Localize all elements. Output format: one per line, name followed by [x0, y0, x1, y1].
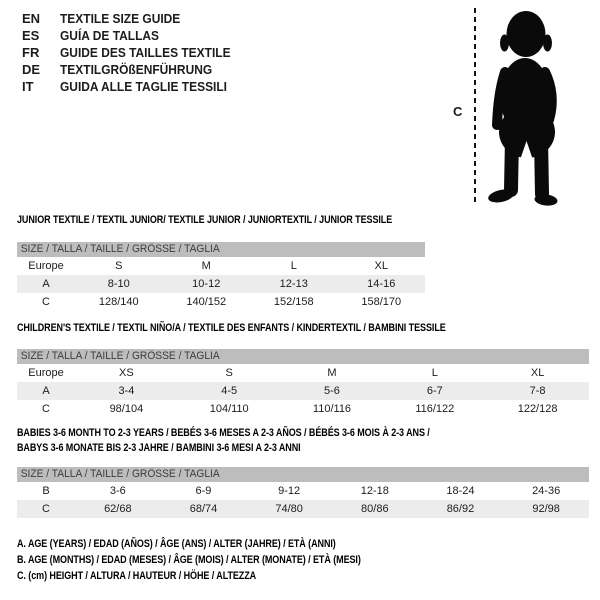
- table-row: [17, 400, 589, 418]
- size-cell: 12-13: [250, 275, 338, 293]
- language-code: IT: [22, 79, 34, 94]
- children-table: [17, 349, 589, 418]
- row-label: Europe: [28, 367, 64, 379]
- size-cell: 80/86: [332, 500, 418, 518]
- language-title-list: [22, 10, 245, 95]
- size-cell: 8-10: [75, 275, 163, 293]
- size-cell: 98/104: [109, 403, 144, 415]
- language-code: FR: [22, 45, 40, 60]
- babies-section-title: BABIES 3-6 MONTH TO 2-3 YEARS / BEBÉS 3-6 MESES A 2-3 AÑOS / BÉBÉS 3-6 MOIS À 2-3 ANS / BABYS 3-6 MONATE BIS 2-3 JAHRE / BAMBINI 3-6 MESI A 2-3 ANNI: [17, 427, 430, 454]
- size-cell: L: [431, 367, 438, 379]
- row-label: C: [17, 500, 75, 518]
- size-cell: 158/170: [361, 296, 402, 308]
- measure-footnotes: [17, 537, 436, 585]
- size-cell: M: [201, 260, 211, 272]
- row-label: A: [17, 275, 75, 293]
- junior-table: [17, 242, 425, 311]
- table-row: [17, 364, 589, 382]
- size-cell: 12-18: [360, 485, 389, 497]
- size-header-band: [17, 242, 425, 257]
- language-row: [22, 27, 245, 44]
- size-cell: M: [327, 367, 337, 379]
- size-cell: XS: [119, 367, 134, 379]
- guide-title: TEXTILE SIZE GUIDE: [60, 11, 181, 26]
- language-row: [22, 44, 245, 61]
- height-dashed-line: [474, 8, 476, 205]
- row-label: C: [42, 403, 50, 415]
- language-code: ES: [22, 28, 40, 43]
- size-cell: 3-4: [75, 382, 178, 400]
- junior-section-title: JUNIOR TEXTILE / TEXTIL JUNIOR/ TEXTILE JUNIOR / JUNIORTEXTIL / JUNIOR TESSILE: [17, 214, 393, 226]
- size-cell: 24-36: [532, 485, 561, 497]
- size-cell: 122/128: [517, 403, 558, 415]
- size-cell: 10-12: [163, 275, 251, 293]
- row-label: C: [42, 296, 50, 308]
- size-cell: 74/80: [246, 500, 332, 518]
- size-cell: 4-5: [178, 382, 281, 400]
- size-cell: 68/74: [161, 500, 247, 518]
- size-band-label: SIZE / TALLA / TAILLE / GRÖSSE / TAGLIA: [20, 243, 220, 255]
- row-label: A: [17, 382, 75, 400]
- size-cell: 116/122: [415, 403, 455, 415]
- size-cell: 9-12: [278, 485, 301, 497]
- size-cell: 128/140: [98, 296, 139, 308]
- language-code: EN: [22, 11, 41, 26]
- size-cell: 6-7: [383, 382, 486, 400]
- table-row: [17, 500, 589, 518]
- table-row: [17, 293, 425, 311]
- table-row: [17, 482, 589, 500]
- footnote-age-months: B. AGE (MONTHS) / EDAD (MESES) / ÂGE (MOIS) / ALTER (MONATE) / ETÀ (MESI): [17, 554, 361, 566]
- guide-title: GUIDA ALLE TAGLIE TESSILI: [60, 79, 228, 94]
- footnote-age-years: A. AGE (YEARS) / EDAD (AÑOS) / ÂGE (ANS) / ALTER (JAHRE) / ETÀ (ANNI): [17, 538, 336, 550]
- size-cell: 7-8: [486, 382, 589, 400]
- size-cell: XL: [530, 367, 545, 379]
- size-header-band: [17, 349, 589, 364]
- size-cell: 5-6: [281, 382, 384, 400]
- guide-title: GUÍA DE TALLAS: [60, 28, 160, 43]
- size-cell: 3-6: [109, 485, 126, 497]
- size-cell: L: [290, 260, 297, 272]
- size-cell: S: [115, 260, 123, 272]
- size-cell: 14-16: [338, 275, 426, 293]
- size-cell: 86/92: [418, 500, 504, 518]
- row-label: Europe: [28, 260, 64, 272]
- language-row: [22, 10, 245, 27]
- language-code: DE: [22, 62, 41, 77]
- table-row: [17, 257, 425, 275]
- toddler-silhouette-icon: [487, 8, 569, 206]
- size-cell: 140/152: [186, 296, 227, 308]
- size-band-label: SIZE / TALLA / TAILLE / GRÖSSE / TAGLIA: [20, 350, 220, 362]
- size-cell: 152/158: [273, 296, 314, 308]
- size-cell: 92/98: [503, 500, 589, 518]
- size-band-label: SIZE / TALLA / TAILLE / GRÖSSE / TAGLIA: [20, 468, 220, 480]
- babies-table: [17, 467, 589, 518]
- size-cell: 18-24: [446, 485, 475, 497]
- size-cell: 110/116: [312, 403, 352, 415]
- size-cell: 62/68: [75, 500, 161, 518]
- table-row: [17, 382, 589, 400]
- row-label: B: [42, 485, 50, 497]
- guide-title: GUIDE DES TAILLES TEXTILE: [60, 45, 231, 60]
- table-row: [17, 275, 425, 293]
- footnote-height: C. (cm) HEIGHT / ALTURA / HAUTEUR / HÖHE / ALTEZZA: [17, 570, 257, 582]
- language-row: [22, 78, 245, 95]
- size-cell: XL: [374, 260, 388, 272]
- size-cell: 6-9: [195, 485, 212, 497]
- language-row: [22, 61, 245, 78]
- guide-title: TEXTILGRÖßENFÜHRUNG: [60, 62, 213, 77]
- size-cell: S: [225, 367, 233, 379]
- height-measure-label: C: [453, 104, 463, 119]
- children-section-title: CHILDREN'S TEXTILE / TEXTIL NIÑO/A / TEXTILE DES ENFANTS / KINDERTEXTIL / BAMBINI TESSILE: [17, 322, 446, 334]
- size-cell: 104/110: [209, 403, 249, 415]
- size-header-band: [17, 467, 589, 482]
